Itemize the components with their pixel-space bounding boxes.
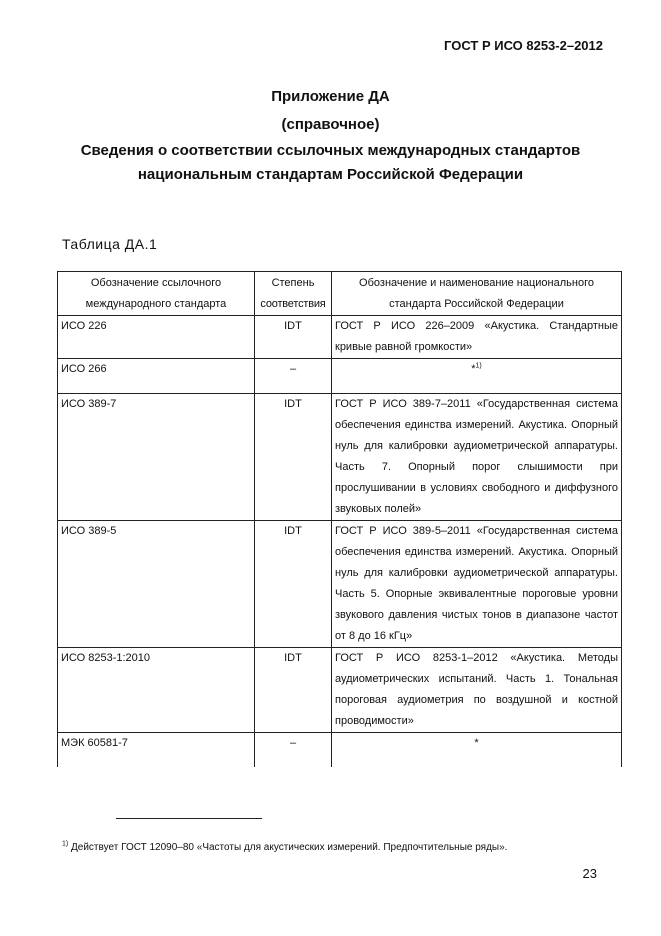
national-standard-cell: ГОСТ Р ИСО 389-5–2011 «Государственная система обеспечения единства измерений. Акустика. Опорный нуль для калибровки аудиометрической аппаратуры. Часть 5. Опорные эквивалентные пороговые уровни звукового давления чистых тонов в диапазоне частот от 8 до 16 кГц» xyxy=(332,521,622,648)
footnote-text: Действует ГОСТ 12090–80 «Частоты для акустических измерений. Предпочтительные ряды». xyxy=(71,842,508,853)
asterisk-mark: * xyxy=(471,363,476,375)
footnote-separator xyxy=(116,818,262,819)
national-standard-cell: ГОСТ Р ИСО 389-7–2011 «Государственная система обеспечения единства измерений. Акустика. Опорный нуль для калибровки аудиометрической аппаратуры. Часть 7. Опорный порог слышимости при прослушивании в условиях свободного и диффузного звуковых полей» xyxy=(332,394,622,521)
page-number: 23 xyxy=(582,866,597,881)
appendix-title: Приложение ДА xyxy=(271,88,390,105)
table-caption: Таблица ДА.1 xyxy=(62,236,158,252)
table-row xyxy=(58,359,622,394)
intl-standard-cell: ИСО 389-5 xyxy=(58,521,255,648)
national-standard-cell: * xyxy=(332,733,622,768)
column-header-line: стандарта Российской Федерации xyxy=(389,298,564,310)
table-row xyxy=(58,316,622,359)
column-header-national xyxy=(332,272,622,316)
appendix-heading-line2: национальным стандартам Российской Федерации xyxy=(137,166,524,183)
column-header-line: международного стандарта xyxy=(85,298,227,310)
column-header-line: Обозначение ссылочного xyxy=(90,277,222,289)
table-row xyxy=(58,648,622,733)
column-header-line: Обозначение и наименование национального xyxy=(359,277,594,289)
table-row xyxy=(58,521,622,648)
intl-standard-cell: ИСО 226 xyxy=(58,316,255,359)
appendix-subtitle: (справочное) xyxy=(281,116,380,133)
degree-cell: IDT xyxy=(255,521,332,648)
column-header-degree xyxy=(255,272,332,316)
intl-standard-cell: ИСО 266 xyxy=(58,359,255,394)
table-row xyxy=(58,733,622,768)
degree-cell: IDT xyxy=(255,394,332,521)
standards-table xyxy=(57,271,622,767)
footnote xyxy=(62,842,507,853)
column-header-line: соответствия xyxy=(260,298,326,310)
footnote-marker: 1) xyxy=(62,840,69,848)
degree-cell: – xyxy=(255,733,332,768)
national-standard-cell: ГОСТ Р ИСО 8253-1–2012 «Акустика. Методы аудиометрических испытаний. Часть 1. Тональная пороговая аудиометрия по воздушной и костной проводимости» xyxy=(332,648,622,733)
footnote-ref: 1) xyxy=(475,362,482,370)
column-header-intl xyxy=(58,272,255,316)
appendix-heading-line1: Сведения о соответствии ссылочных международных стандартов xyxy=(80,142,581,159)
column-header-line: Степень xyxy=(271,277,315,289)
intl-standard-cell: ИСО 8253-1:2010 xyxy=(58,648,255,733)
intl-standard-cell: ИСО 389-7 xyxy=(58,394,255,521)
degree-cell: – xyxy=(255,359,332,394)
table-header-row xyxy=(58,272,622,316)
national-standard-cell: ГОСТ Р ИСО 226–2009 «Акустика. Стандартные кривые равной громкости» xyxy=(332,316,622,359)
table-row xyxy=(58,394,622,521)
intl-standard-cell: МЭК 60581-7 xyxy=(58,733,255,768)
degree-cell: IDT xyxy=(255,316,332,359)
degree-cell: IDT xyxy=(255,648,332,733)
document-code: ГОСТ Р ИСО 8253-2–2012 xyxy=(444,38,603,53)
national-standard-cell xyxy=(332,359,622,394)
